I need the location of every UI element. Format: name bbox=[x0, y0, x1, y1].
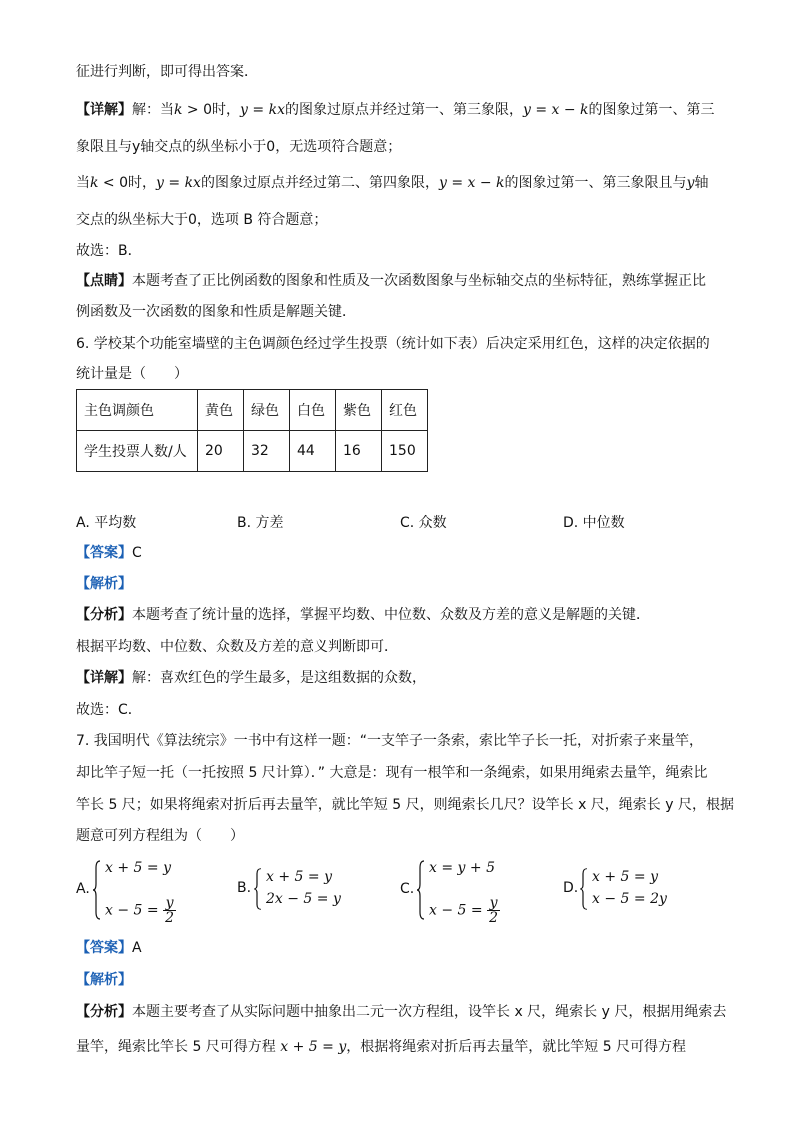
brace-icon bbox=[254, 868, 262, 910]
math-kx: kx bbox=[268, 102, 285, 118]
table-cell: 绿色 bbox=[244, 390, 290, 431]
table-row bbox=[77, 431, 428, 472]
q5-comment-line-1 bbox=[76, 271, 706, 291]
equation-1: x = y + 5 bbox=[429, 860, 495, 876]
text: 的图象过原点并经过第一、第三象限， bbox=[284, 102, 523, 118]
brace-icon bbox=[417, 860, 425, 920]
text: < 0时， bbox=[98, 175, 157, 191]
table-cell: 44 bbox=[290, 431, 336, 472]
math-expr: x + 5 = y bbox=[280, 1039, 347, 1055]
math-y: y bbox=[686, 175, 695, 191]
table-cell: 紫色 bbox=[336, 390, 382, 431]
q7-stem-line-3: 竿长 5 尺；如果将绳索对折后再去量竿，就比竿短 5 尺，则绳索长几尺？设竿长 x 尺，绳索长 y 尺，根据 bbox=[76, 797, 734, 813]
table-cell: 黄色 bbox=[198, 390, 244, 431]
q7-option-d[interactable] bbox=[563, 866, 703, 912]
q6-option-c[interactable]: C. 众数 bbox=[400, 515, 447, 531]
q7-stem-line-4: 题意可列方程组为（ ） bbox=[76, 828, 244, 844]
math-expr: y = x − k bbox=[438, 175, 505, 191]
q7-analysis-line-1 bbox=[76, 1002, 726, 1022]
q7-analysis-line-2 bbox=[76, 1037, 686, 1057]
detail-tag: 【详解】 bbox=[76, 102, 132, 118]
table-cell: 150 bbox=[382, 431, 428, 472]
table-cell: 红色 bbox=[382, 390, 428, 431]
eq-left: x − 5 = bbox=[105, 902, 164, 919]
equation-2: x − 5 = 2y bbox=[592, 891, 667, 907]
answer-tag: 【答案】 bbox=[76, 940, 132, 956]
text: 当 bbox=[76, 175, 90, 191]
math-k: k bbox=[174, 102, 183, 118]
q6-stem-line-1: 6. 学校某个功能室墙壁的主色调颜色经过学生投票（统计如下表）后决定采用红色，这样的决定依据的 bbox=[76, 336, 710, 352]
text: 解：当 bbox=[132, 102, 174, 118]
analysis-sub-tag: 【分析】 bbox=[76, 1004, 132, 1020]
q7-option-b[interactable] bbox=[237, 866, 377, 912]
table-cell: 16 bbox=[336, 431, 382, 472]
numerator: y bbox=[163, 896, 176, 911]
text: 的图象过第一、第三 bbox=[588, 102, 715, 118]
equation-2 bbox=[429, 896, 500, 925]
denominator: 2 bbox=[165, 910, 174, 926]
q5-detail-line-1 bbox=[76, 100, 715, 120]
equation-1: x + 5 = y bbox=[266, 869, 332, 885]
brace-icon bbox=[93, 860, 101, 920]
denominator: 2 bbox=[489, 910, 498, 926]
math-expr: y = x − k bbox=[522, 102, 589, 118]
equation-1: x + 5 = y bbox=[105, 860, 171, 876]
q6-answer bbox=[76, 543, 142, 563]
answer-value: C bbox=[132, 545, 142, 561]
text: ，根据将绳索对折后再去量竿，就比竿短 5 尺可得方程 bbox=[346, 1039, 687, 1055]
q5-choose: 故选：B． bbox=[76, 243, 142, 259]
q6-option-d[interactable]: D. 中位数 bbox=[563, 515, 625, 531]
math-eq: = bbox=[247, 102, 269, 118]
q6-stem-line-2: 统计量是（ ） bbox=[76, 366, 188, 382]
math-k: k bbox=[90, 175, 99, 191]
equation-1: x + 5 = y bbox=[592, 869, 658, 885]
comment-tag: 【点睛】 bbox=[76, 273, 132, 289]
numerator: y bbox=[487, 896, 500, 911]
q5-detail-line-3 bbox=[76, 173, 708, 193]
text: 本题主要考查了从实际问题中抽象出二元一次方程组，设竿长 x 尺，绳索长 y 尺，根据用绳索去 bbox=[132, 1004, 727, 1020]
text: 本题考查了统计量的选择，掌握平均数、中位数、众数及方差的意义是解题的关键． bbox=[132, 607, 650, 623]
fraction bbox=[487, 896, 500, 925]
detail-tag: 【详解】 bbox=[76, 670, 132, 686]
q7-answer bbox=[76, 938, 142, 958]
q5-detail-line-2: 象限且与y轴交点的纵坐标小于0，无选项符合题意； bbox=[76, 139, 402, 155]
q5-comment-line-2: 例函数及一次函数的图象和性质是解题关键． bbox=[76, 304, 356, 320]
q6-option-b[interactable]: B. 方差 bbox=[237, 515, 284, 531]
q6-choose: 故选：C． bbox=[76, 702, 142, 718]
q7-analysis-tag bbox=[76, 970, 132, 990]
q6-analysis-line-1 bbox=[76, 605, 650, 625]
vote-table bbox=[76, 389, 428, 472]
text: 量竿，绳索比竿长 5 尺可得方程 bbox=[76, 1039, 281, 1055]
analysis-tag: 【解析】 bbox=[76, 576, 132, 592]
table-cell: 学生投票人数/人 bbox=[77, 431, 198, 472]
table-cell: 32 bbox=[244, 431, 290, 472]
equation-2: 2x − 5 = y bbox=[266, 891, 341, 907]
table-cell: 20 bbox=[198, 431, 244, 472]
option-label: C. bbox=[400, 881, 415, 897]
analysis-tag: 【解析】 bbox=[76, 972, 132, 988]
math-y: y bbox=[240, 102, 248, 118]
q7-option-c[interactable] bbox=[400, 858, 540, 924]
fraction bbox=[163, 896, 176, 925]
math-expr: y = kx bbox=[156, 175, 201, 191]
q6-detail bbox=[76, 668, 426, 688]
q7-stem-line-2: 却比竿子短一托（一托按照 5 尺计算）．” 大意是：现有一根竿和一条绳索，如果用绳索去量竿，绳索比 bbox=[76, 765, 708, 781]
q7-stem-line-1: 7. 我国明代《算法统宗》一书中有这样一题：“一支竿子一条索，索比竿子长一托，对折索子来量竿， bbox=[76, 733, 704, 749]
table-cell: 主色调颜色 bbox=[77, 390, 198, 431]
text: 解：喜欢红色的学生最多，是这组数据的众数， bbox=[132, 670, 426, 686]
text: > 0时， bbox=[182, 102, 241, 118]
equation-2 bbox=[105, 896, 176, 925]
answer-tag: 【答案】 bbox=[76, 545, 132, 561]
option-label: B. bbox=[237, 880, 252, 896]
answer-value: A bbox=[132, 940, 142, 956]
table-cell: 白色 bbox=[290, 390, 336, 431]
q7-option-a[interactable] bbox=[76, 858, 216, 924]
text: 的图象过原点并经过第二、第四象限， bbox=[200, 175, 439, 191]
text: 本题考查了正比例函数的图象和性质及一次函数图象与坐标轴交点的坐标特征，熟练掌握正比 bbox=[132, 273, 706, 289]
option-label: D. bbox=[563, 880, 579, 896]
q6-analysis-tag bbox=[76, 574, 132, 594]
analysis-sub-tag: 【分析】 bbox=[76, 607, 132, 623]
table-row bbox=[77, 390, 428, 431]
brace-icon bbox=[580, 868, 588, 910]
text: 的图象过第一、第三象限且与 bbox=[504, 175, 687, 191]
q6-analysis-line-2: 根据平均数、中位数、众数及方差的意义判断即可． bbox=[76, 639, 398, 655]
continuation-line: 征进行判断，即可得出答案． bbox=[76, 64, 258, 80]
text: 轴 bbox=[694, 175, 709, 191]
eq-left: x − 5 = bbox=[429, 902, 488, 919]
q5-detail-line-4: 交点的纵坐标大于0，选项 B 符合题意； bbox=[76, 212, 328, 228]
option-label: A. bbox=[76, 881, 90, 897]
q6-option-a[interactable]: A. 平均数 bbox=[76, 515, 137, 531]
